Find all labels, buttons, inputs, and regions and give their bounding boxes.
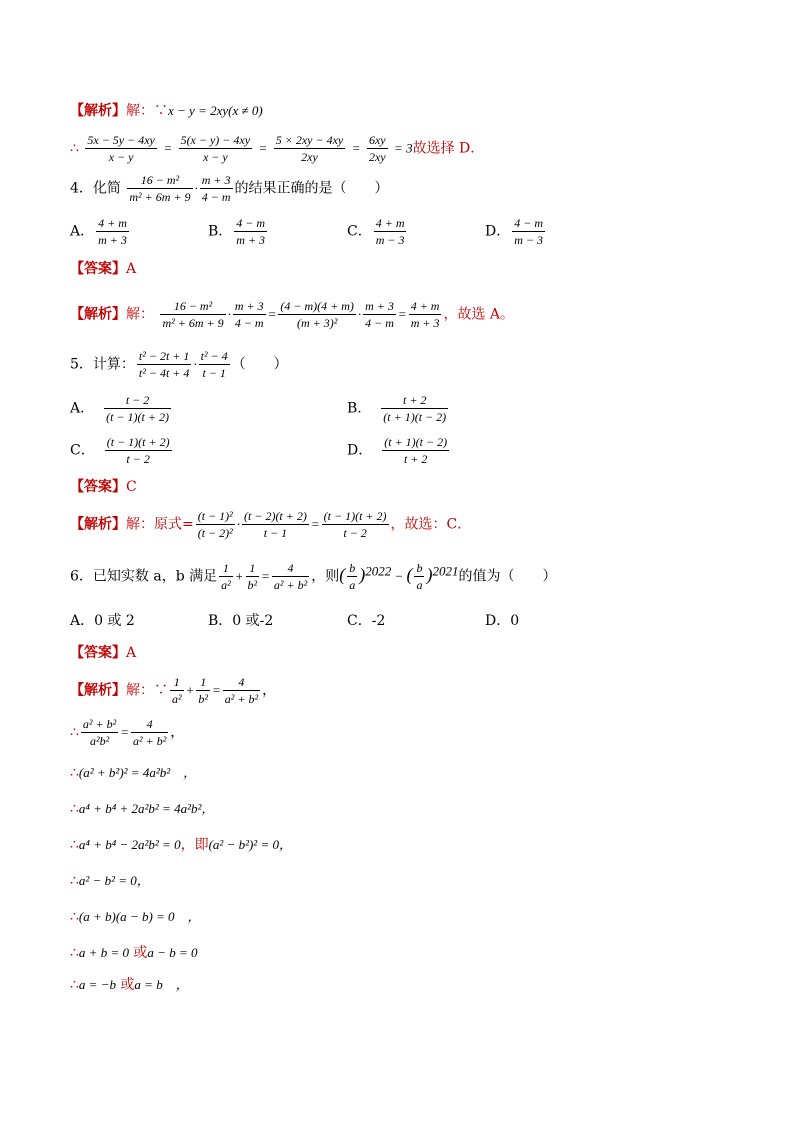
q5-stem-prefix: 5．计算： xyxy=(70,356,135,373)
q6-solution-line2: ∴ $\frac{\text{a² + b²}}{\text{a²b²}}$ = $\frac{4}{\text{a² + b²}}$ ， xyxy=(70,717,185,748)
q6-stem-middle: ，则 xyxy=(311,568,340,585)
q5-conclusion: ，故选：C． xyxy=(390,516,472,533)
q5-option-d: D． $\frac{(t + 1)(t - 2)}{t + 2}$ xyxy=(347,435,448,466)
q6-solution-line9: ∴a = −b 或a = b ， xyxy=(70,977,189,993)
q4-stem-suffix: 的结果正确的是（ ） xyxy=(234,180,389,197)
q6-solution-line1: 【解析】解：∵ $\frac{1}{\text{a²}}$ + $\frac{1}{\text{b²}}$ = $\frac{4}{\text{a² + b²}}$ ， xyxy=(70,675,277,706)
q5-stem-suffix: （ ） xyxy=(231,356,288,373)
q6-solution-line5: ∴a⁴ + b⁴ − 2a²b² = 0，即(a² − b²)² = 0， xyxy=(70,837,292,853)
q4-answer xyxy=(70,262,136,276)
q4-option-c: C． $\frac{4 + m}{m - 3}$ xyxy=(347,216,405,247)
q6-solution-line6: ∴a² − b² = 0， xyxy=(70,873,150,889)
q4-conclusion: ，故选 A。 xyxy=(443,306,515,323)
q3-result: = 3 xyxy=(394,140,413,156)
q6-exponent-2: 2021 xyxy=(432,563,459,579)
q6-option-a: A．0 或 2 xyxy=(70,613,135,629)
q3-conclusion: 故选择 D． xyxy=(412,140,485,157)
q3-solution-line1 xyxy=(70,104,263,118)
q6-option-c: C．-2 xyxy=(347,613,386,629)
q4-answer-value: A xyxy=(126,261,137,277)
q6-solution-line8: ∴a + b = 0 或a − b = 0 xyxy=(70,945,198,961)
solution-prefix: 解： xyxy=(126,306,154,323)
q4-option-b: B． $\frac{4 - m}{m + 3}$ xyxy=(208,216,266,247)
q6-option-b: B．0 或-2 xyxy=(208,613,274,629)
q4-stem-prefix: 4．化简 xyxy=(70,180,121,197)
analysis-label: 【解析】 xyxy=(70,516,126,533)
solution-prefix: 解： xyxy=(126,682,154,699)
because-symbol: ∵ xyxy=(154,103,168,119)
q5-answer xyxy=(70,480,137,494)
q6-stem-suffix: 的值为（ ） xyxy=(458,568,557,585)
q5-option-b: B． $\frac{t + 2}{(t + 1)(t - 2)}$ xyxy=(347,393,447,424)
q6-stem-prefix: 6．已知实数 a，b 满足 xyxy=(70,568,218,585)
therefore-symbol: ∴ xyxy=(70,140,79,157)
answer-label: 【答案】 xyxy=(70,479,126,495)
analysis-label: 【解析】 xyxy=(70,306,126,323)
q5-stem: 5．计算： $\frac{\text{t² − 2t + 1}}{\text{t² − 4t + 4}}$ · $\frac{\text{t² − 4}}{t - 1}$ （ ） xyxy=(70,349,288,380)
q3-fraction-2: $\frac{5(x - y) - 4xy}{x - y}$ xyxy=(180,133,251,164)
q5-option-c: C． $\frac{(t - 1)(t + 2)}{t - 2}$ xyxy=(70,435,170,466)
analysis-label: 【解析】 xyxy=(70,103,126,119)
q4-stem-fraction-2: $\frac{m + 3}{4 - m}$ xyxy=(201,173,231,204)
q3-solution-line2: ∴ $\frac{5x - 5y - 4xy}{x - y}$ = $\frac{5(x - y) - 4xy}{x - y}$ = $\frac{5 \times 2xy - 4xy}{2xy}$ = $\frac{6xy}{2xy}$ = 3故选择 D． xyxy=(70,133,485,164)
analysis-label: 【解析】 xyxy=(70,682,126,699)
q6-solution-line3: ∴(a² + b²)² = 4a²b² ， xyxy=(70,765,197,781)
q4-option-a: A． $\frac{4 + m}{m + 3}$ xyxy=(70,216,127,247)
answer-label: 【答案】 xyxy=(70,645,126,661)
q5-solution: 【解析】解：原式= $\frac{\text{(t − 1)²}}{\text{(t − 2)²}}$ · $\frac{(t - 2)(t + 2)}{t - 1}$ = $\frac{(t - 1)(t + 2)}{t - 2}$ ，故选：C． xyxy=(70,509,472,540)
q4-stem: 4．化简 $\frac{\text{16 − m²}}{\text{m² + 6m + 9}}$ · $\frac{m + 3}{4 - m}$ 的结果正确的是（ ） xyxy=(70,173,389,204)
q4-solution: 【解析】解： $\frac{\text{16 − m²}}{\text{m² + 6m + 9}}$ · $\frac{m + 3}{4 - m}$ = $\frac{(4 - m)(4 + m)}{\text{(m + 3)²}}$ · $\frac{m + 3}{4 - m}$ = $\frac{4 + m}{m + 3}$ ，故选 A。 xyxy=(70,299,515,330)
q6-answer-value: A xyxy=(126,645,137,661)
q5-solution-prefix: 原式= xyxy=(154,516,194,533)
q6-solution-line4: ∴a⁴ + b⁴ + 2a²b² = 4a²b²， xyxy=(70,801,215,817)
q5-option-a: A． $\frac{t - 2}{(t - 1)(t + 2)}$ xyxy=(70,393,169,424)
solution-prefix: 解： xyxy=(126,516,154,533)
q3-condition: x − y = 2xy(x ≠ 0) xyxy=(168,103,263,118)
q6-stem: 6．已知实数 a，b 满足 $\frac{1}{\text{a²}}$ + $\frac{1}{\text{b²}}$ = $\frac{4}{\text{a² + b²}}$ ，则( $\frac{b}{a}$ )$^{2022}$ − ( $\frac{b}{a}$ )$^{2021}$的值为（ ） xyxy=(70,561,557,592)
q5-answer-value: C xyxy=(126,479,137,495)
q3-fraction-3: $\frac{5 \times 2xy - 4xy}{2xy}$ xyxy=(275,133,344,164)
q4-stem-fraction-1: $\frac{\text{16 − m²}}{\text{m² + 6m + 9}}$ xyxy=(129,173,191,204)
q6-answer xyxy=(70,646,136,660)
answer-label: 【答案】 xyxy=(70,261,126,277)
q6-solution-line7: ∴(a + b)(a − b) = 0 ， xyxy=(70,909,201,925)
q6-exponent-1: 2022 xyxy=(365,563,392,579)
q4-option-d: D． $\frac{4 - m}{m - 3}$ xyxy=(485,216,543,247)
q3-fraction-1: $\frac{5x - 5y - 4xy}{x - y}$ xyxy=(87,133,155,164)
q6-option-d: D．0 xyxy=(485,613,520,629)
q3-fraction-4: $\frac{6xy}{2xy}$ xyxy=(368,133,386,164)
solution-prefix: 解： xyxy=(126,103,154,119)
